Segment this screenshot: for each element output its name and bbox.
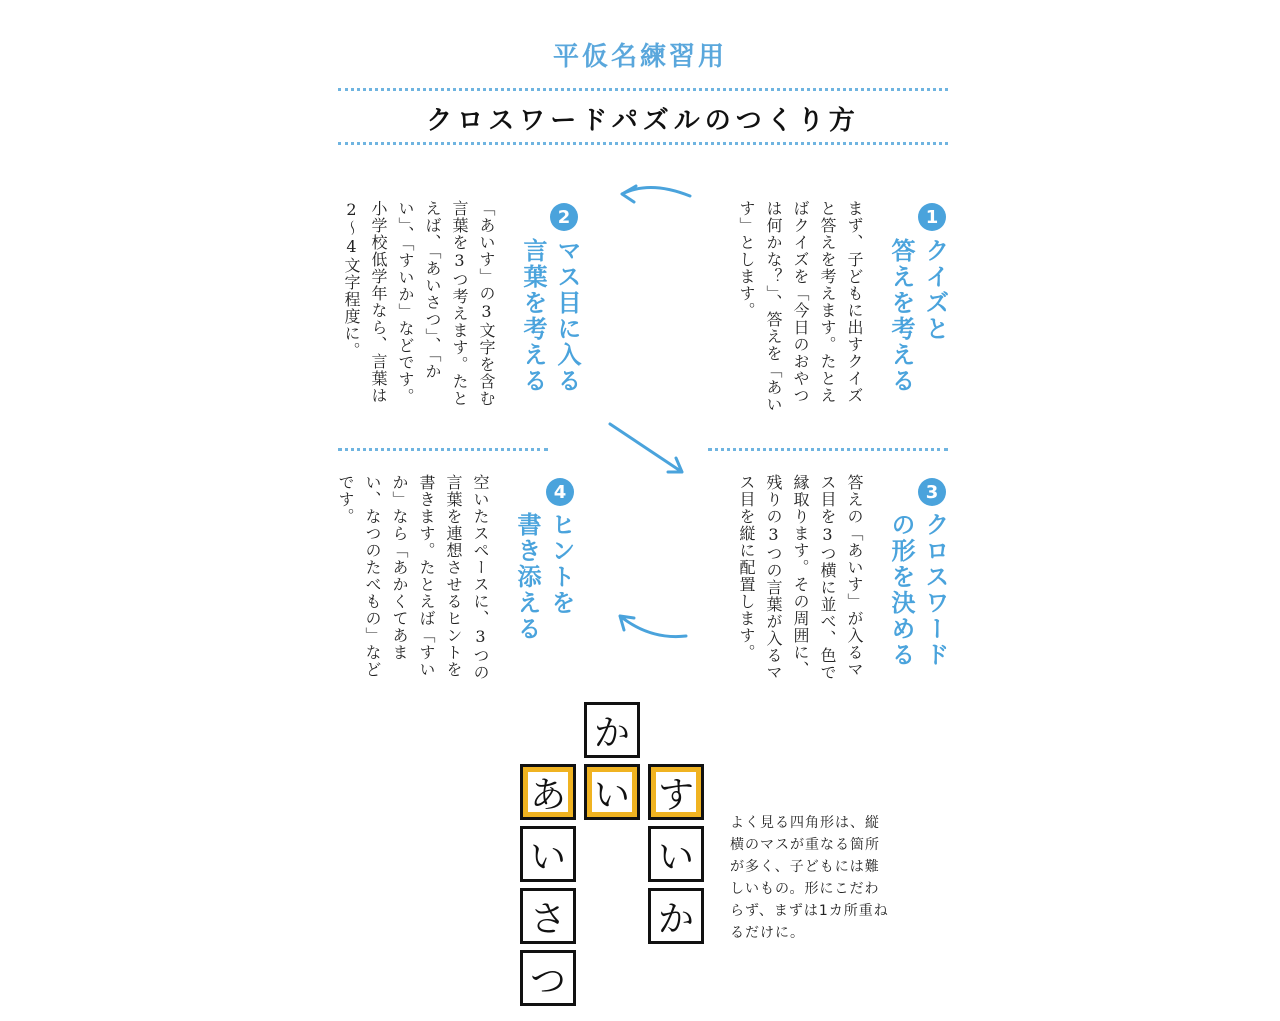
step-4-number: 4 bbox=[546, 478, 574, 506]
subtitle: 平仮名練習用 bbox=[552, 41, 727, 72]
arrow-3-to-4-icon bbox=[620, 616, 686, 637]
page-title: クロスワードパズルのつくり方 bbox=[426, 105, 860, 136]
grid-cell-highlight bbox=[648, 764, 704, 820]
step-1-heading-line1: クイズと bbox=[921, 238, 949, 342]
grid-cell: さ bbox=[520, 888, 576, 944]
grid-cell-text: あ bbox=[528, 772, 568, 812]
step-2-number: 2 bbox=[550, 203, 578, 231]
step-3-body: 答えの「あいす」が入るマス目を3つ横に並べ、色で縁取ります。その周囲に、残りの3つの言葉が入るマス目を縦に配置します。 bbox=[737, 474, 864, 681]
grid-caption: よく見る四角形は、縦横のマスが重なる箇所が多く、子どもには難しいもの。形にこだわらず、まずは1カ所重ねるだけに。 bbox=[730, 815, 889, 941]
crossword-grid bbox=[520, 702, 720, 1012]
step-4-heading-line2: 書き添える bbox=[513, 512, 541, 642]
grid-cell-highlight bbox=[520, 764, 576, 820]
step-1-heading-line2: 答えを考える bbox=[887, 238, 915, 394]
step-2-body: 「あいす」の3文字を含む言葉を3つ考えます。たとえば、「あいさつ」、「かい」、「すいか」などです。小学校低学年なら、言葉は2～4文字程度に。 bbox=[342, 200, 496, 407]
step-1-number: 1 bbox=[918, 203, 946, 231]
grid-cell-text: い bbox=[592, 772, 632, 812]
grid-cell: か bbox=[584, 702, 640, 758]
step-2-heading-line2: 言葉を考える bbox=[519, 238, 547, 394]
step-4-body: 空いたスペースに、3つの言葉を連想させるヒントを書きます。たとえば「すいか」なら「あかくてあまい、なつのたべもの」などです。 bbox=[336, 474, 490, 681]
grid-cell-text: す bbox=[656, 772, 696, 812]
step-4-heading-line1: ヒントを bbox=[547, 512, 575, 616]
grid-cell-highlight bbox=[584, 764, 640, 820]
grid-cell: い bbox=[520, 826, 576, 882]
step-3-number: 3 bbox=[918, 478, 946, 506]
step-2-heading-line1: マス目に入る bbox=[553, 238, 581, 394]
grid-cell: つ bbox=[520, 950, 576, 1006]
grid-cell: か bbox=[648, 888, 704, 944]
grid-cell: い bbox=[648, 826, 704, 882]
arrow-2-to-3-icon bbox=[610, 424, 682, 472]
arrow-1-to-2-icon bbox=[622, 186, 690, 202]
step-3-heading-line1: クロスワード bbox=[921, 512, 949, 668]
step-3-heading-line2: の形を決める bbox=[887, 512, 915, 668]
step-1-body: まず、子どもに出すクイズと答えを考えます。たとえばクイズを「今日のおやつは何かな？」、答えを「あいす」とします。 bbox=[737, 200, 864, 413]
